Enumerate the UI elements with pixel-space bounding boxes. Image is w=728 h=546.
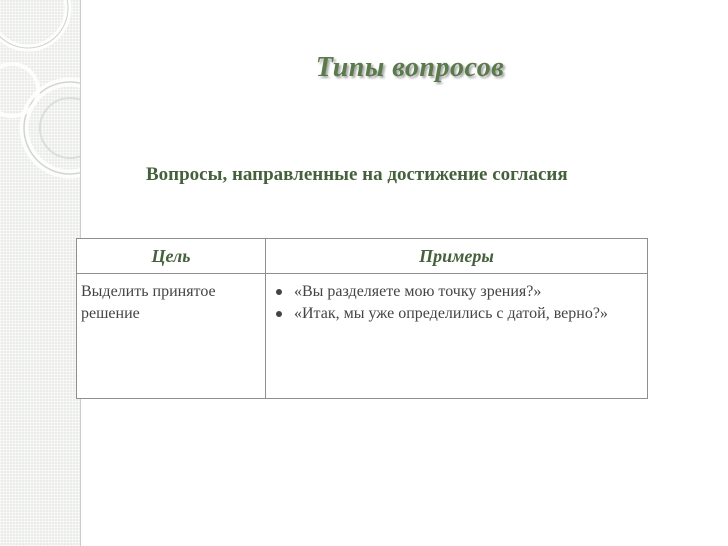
slide-title: Типы вопросов (315, 52, 505, 83)
question-types-table (76, 238, 648, 399)
bullet-icon (276, 311, 282, 317)
decorative-circles-icon (0, 0, 80, 546)
header-examples: Примеры (419, 245, 494, 266)
table-header-row (77, 239, 647, 274)
header-goal: Цель (77, 239, 266, 273)
example-text: «Итак, мы уже определились с датой, верно?» (294, 305, 608, 322)
list-item (276, 303, 637, 325)
slide-subtitle: Вопросы, направленные на достижение согласия (146, 164, 568, 185)
cell-examples (266, 274, 647, 398)
bullet-icon (276, 289, 282, 295)
list-item (276, 281, 637, 303)
cell-goal: Выделить принятое решение (77, 274, 266, 398)
examples-list (276, 281, 637, 325)
decorative-side-strip (0, 0, 80, 546)
table-row (77, 274, 647, 398)
example-text: «Вы разделяете мою точку зрения?» (294, 283, 542, 300)
